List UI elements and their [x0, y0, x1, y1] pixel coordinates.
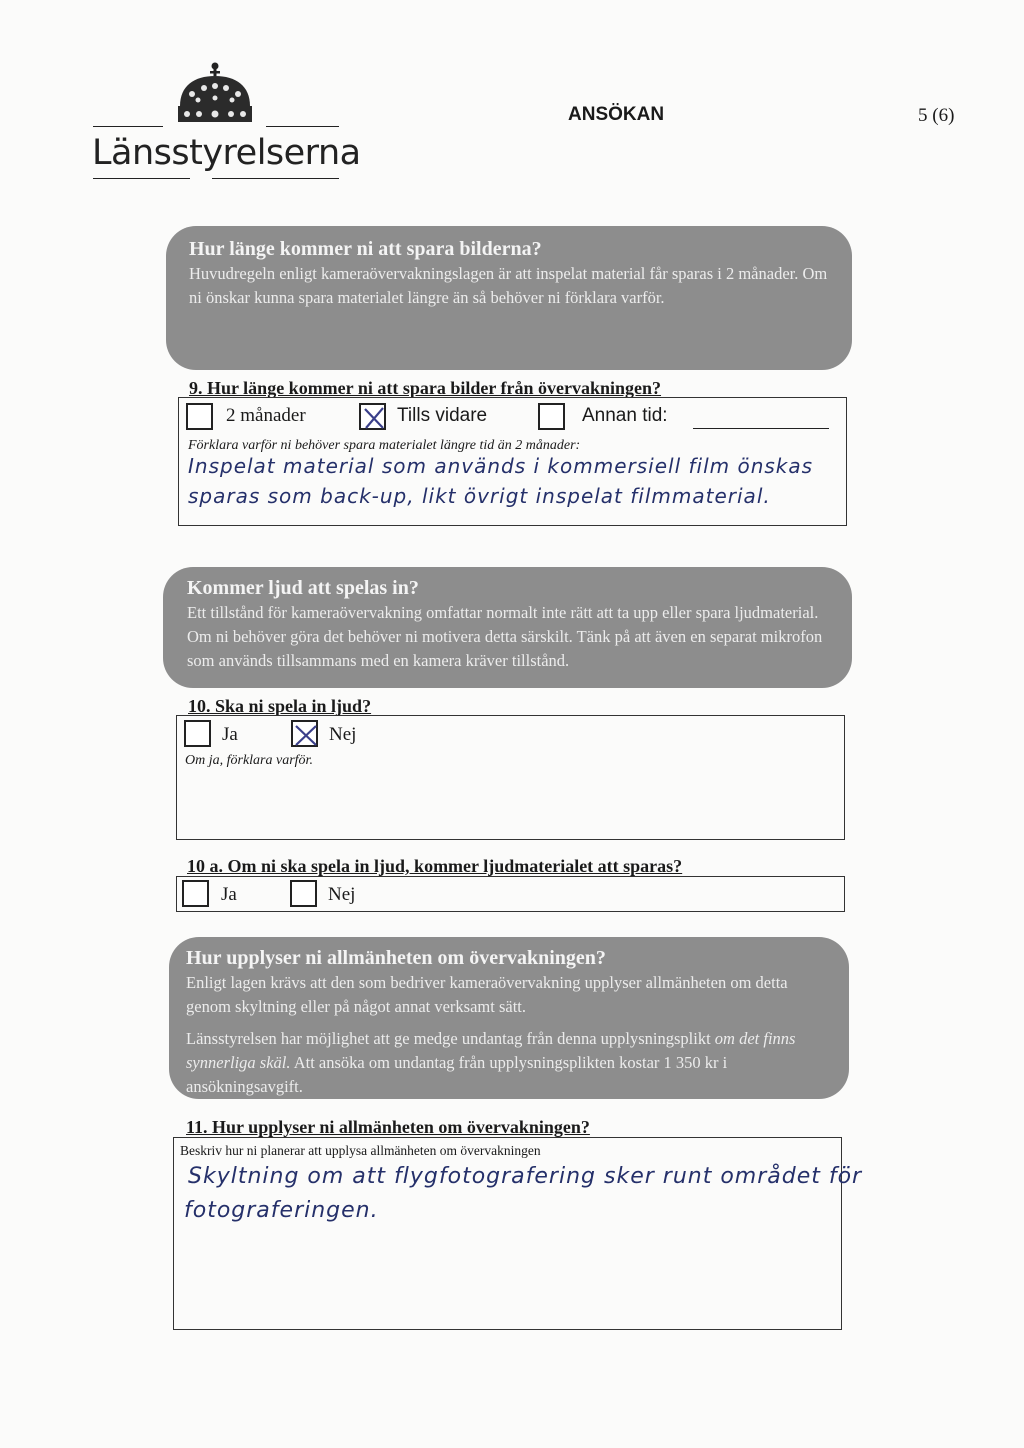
logo-text: Länsstyrelserna	[92, 133, 361, 173]
info-box-public	[169, 937, 849, 1099]
crown-icon	[172, 58, 258, 126]
checkbox-annan-tid[interactable]	[538, 403, 565, 430]
instruction: Förklara varför ni behöver spara materialet längre tid än 2 månader:	[188, 438, 581, 453]
checkmark-x-icon	[361, 405, 388, 432]
question-title-11: 11. Hur upplyser ni allmänheten om övervakningen?	[186, 1117, 590, 1137]
checkbox-ja[interactable]	[184, 720, 211, 747]
info-heading: Hur länge kommer ni att spara bilderna?	[189, 238, 542, 260]
answer-frame-10	[176, 715, 845, 840]
option-label: Annan tid:	[582, 405, 668, 426]
option-label: Nej	[328, 884, 356, 905]
instruction: Om ja, förklara varför.	[185, 753, 313, 768]
info-heading: Hur upplyser ni allmänheten om övervakningen?	[186, 947, 606, 969]
option-label: Nej	[329, 724, 357, 745]
info-body: Ett tillstånd för kameraövervakning omfattar normalt inte rätt att ta upp eller spara ljudmaterial. Om ni behöver göra det behöver ni motivera detta särskilt. Tänk på att även en separat mikrofon som används tillsammans med en kamera kräver tillstånd.	[187, 603, 823, 670]
handwritten-answer[interactable]: Skyltning om att flygfotografering sker runt området för	[188, 1164, 863, 1189]
question-title-10a: 10 a. Om ni ska spela in ljud, kommer ljudmaterialet att sparas?	[187, 856, 683, 876]
annan-tid-line[interactable]	[693, 428, 829, 429]
info-box-storage	[166, 226, 852, 370]
option-label: Tills vidare	[397, 405, 488, 426]
info-body: Länsstyrelsen har möjlighet att ge medge undantag från denna upplysningsplikt om det finns synnerliga skäl. Att ansöka om undantag från upplysningsplikten kostar 1 350 kr i ansökningsavgift.	[186, 1029, 796, 1096]
document-type: ANSÖKAN	[568, 104, 665, 125]
answer-frame-10a	[176, 876, 845, 912]
checkbox-ja[interactable]	[182, 880, 209, 907]
question-title-10: 10. Ska ni spela in ljud?	[188, 696, 372, 716]
checkbox-tills-vidare[interactable]	[359, 403, 386, 430]
page-number: 5 (6)	[918, 105, 955, 126]
option-label: Ja	[221, 884, 237, 905]
handwritten-answer[interactable]: sparas som back-up, likt övrigt inspelat filmmaterial.	[188, 484, 771, 508]
info-body: Huvudregeln enligt kameraövervakningslagen är att inspelat material får sparas i 2 månader. Om ni önskar kunna spara materialet längre än så behöver ni förklara varför.	[189, 264, 828, 307]
checkbox-2-manader[interactable]	[186, 403, 213, 430]
option-label: 2 månader	[226, 405, 306, 426]
info-heading: Kommer ljud att spelas in?	[187, 577, 419, 599]
info-body: Enligt lagen krävs att den som bedriver kameraövervakning upplyser allmänheten om detta genom skyltning eller på något annat verksamt sätt.	[186, 973, 788, 1016]
question-title-9: 9. Hur länge kommer ni att spara bilder från övervakningen?	[189, 378, 662, 398]
info-box-sound	[163, 567, 852, 688]
checkbox-nej[interactable]	[290, 880, 317, 907]
checkbox-nej[interactable]	[291, 720, 318, 747]
checkmark-x-icon	[293, 722, 320, 749]
instruction: Beskriv hur ni planerar att upplysa allmänheten om övervakningen	[180, 1143, 541, 1158]
option-label: Ja	[222, 724, 238, 745]
handwritten-answer[interactable]: fotograferingen.	[184, 1198, 379, 1223]
handwritten-answer[interactable]: Inspelat material som används i kommersiell film önskas	[188, 454, 814, 478]
